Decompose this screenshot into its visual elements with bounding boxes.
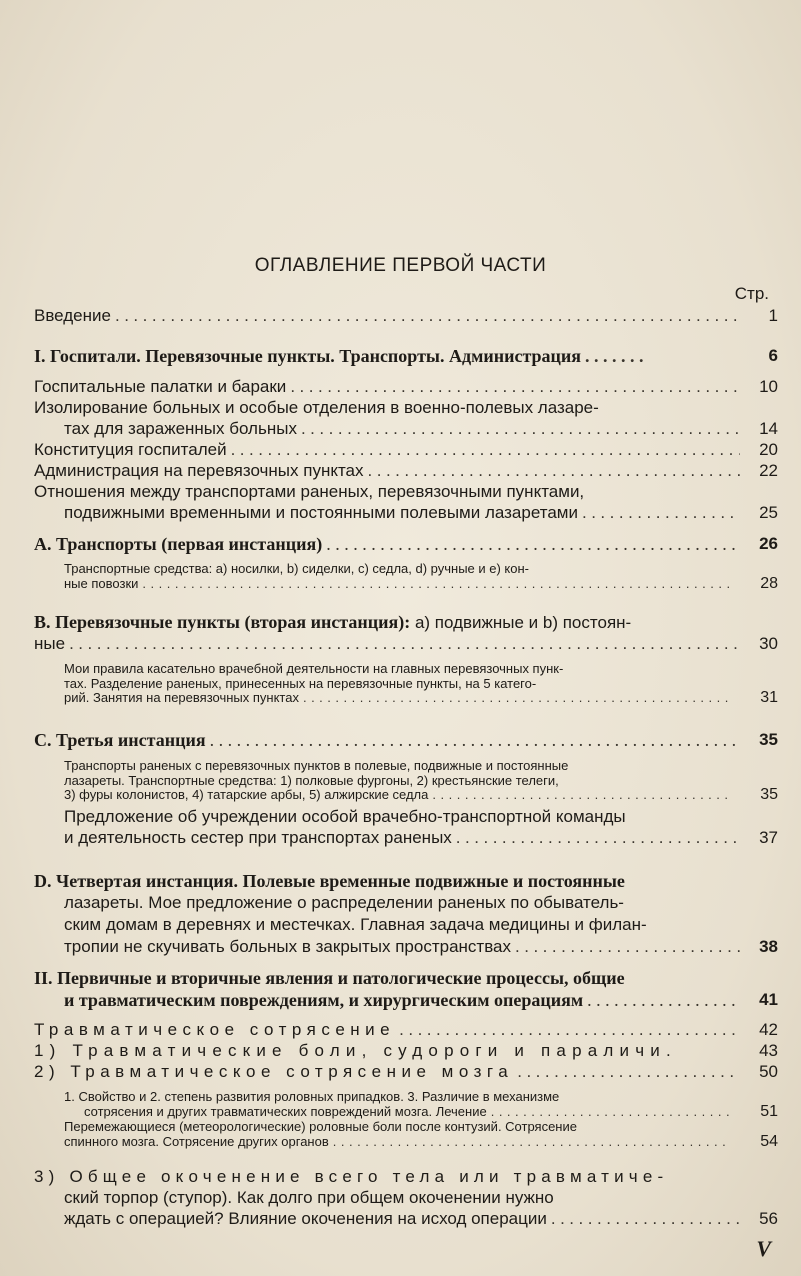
page-number: 38	[759, 937, 778, 956]
toc-entry-part2[interactable]: II. Первичные и вторичные явления и патологические процессы, общие и травматическим повреждениям, и хирургическим операциям ..... 41	[34, 967, 746, 1011]
toc-entry-administration[interactable]: Администрация на перевязочных пунктах ..... 22	[34, 460, 746, 481]
toc-entry-intro[interactable]: Введение ..... 1	[34, 305, 746, 326]
toc-entry-part1[interactable]: I. Госпитали. Перевязочные пункты. Транспорты. Администрация ..... 6	[34, 345, 746, 367]
page-number: 31	[760, 689, 778, 706]
page-number: 51	[760, 1102, 778, 1120]
toc-entry-seizures[interactable]: 1. Свойство и 2. степень развития роловных припадков. 3. Различие в механизме сотрясения и других травматических повреждений мозга. Лечение ..... 51	[64, 1090, 736, 1119]
toc-entry-stupor[interactable]: 3) Общее окоченение всего тела или травматиче- ский торпор (ступор). Как долго при общем окоченении нужно ждать с операцией? Влияние окоченения на исход операции ..... 56	[34, 1166, 746, 1229]
toc-entry-traumatic-shock[interactable]: Травматическое сотрясение ..... 42	[34, 1019, 746, 1040]
page-number: 54	[760, 1132, 778, 1150]
toc-entry-headaches[interactable]: Перемежающиеся (метеорологические) роловные боли после контузий. Сотрясение спинного мозга. Сотрясение других органов ..... 54	[64, 1120, 736, 1149]
page-number: 28	[760, 574, 778, 592]
page-number: 1	[768, 306, 778, 325]
toc-title: ОГЛАВЛЕНИЕ ПЕРВОЙ ЧАСТИ	[254, 255, 547, 276]
page-number: 50	[759, 1062, 778, 1081]
toc-entry-proposal[interactable]: Предложение об учреждении особой врачебно-транспортной команды и деятельность сестер при транспортах раненых ..... 37	[34, 806, 746, 848]
toc-entry-isolation[interactable]: Изолирование больных и особые отделения в военно-полевых лазаре- тах для зараженных больных ..... 14	[34, 397, 746, 439]
page-number: 22	[759, 461, 778, 480]
page-number: 26	[759, 534, 778, 553]
page-number: 25	[759, 503, 778, 522]
page-number: 41	[759, 990, 778, 1009]
roman-page-number: V	[756, 1236, 771, 1261]
page-number: 43	[759, 1041, 778, 1060]
page-number: 20	[759, 440, 778, 459]
toc-entry-wounded-transports[interactable]: Транспорты раненых с перевязочных пунктов в полевые, подвижные и постоянные лазареты. Транспортные средства: 1) полковые фургоны, 2) крестьянские телеги, 3) фуры колонистов, 4) татарские арбы, 5) алжирские седла ..... 35	[64, 759, 736, 803]
page-number: 35	[759, 730, 778, 749]
toc-entry-pains[interactable]: 1) Травматические боли, судороги и параличи. 43	[34, 1041, 778, 1060]
page-number: 10	[759, 377, 778, 396]
page-number: 42	[759, 1020, 778, 1039]
toc-entry-section-c[interactable]: С. Третья инстанция ..... 35	[34, 729, 746, 751]
toc-entry-section-a[interactable]: А. Транспорты (первая инстанция) ..... 26	[34, 533, 746, 555]
toc-entry-brain-concussion[interactable]: 2) Травматическое сотрясение мозга ..... 50	[34, 1061, 746, 1082]
toc-entry-transport-means[interactable]: Транспортные средства: а) носилки, b) сиделки, с) седла, d) ручные и е) кон- ные повозки ..... 28	[64, 562, 736, 591]
page-column-header: Стр.	[734, 284, 769, 303]
toc-entry-hospital-tents[interactable]: Госпитальные палатки и бараки ..... 10	[34, 376, 746, 397]
toc-entry-relations[interactable]: Отношения между транспортами раненых, перевязочными пунктами, подвижными временными и постоянными полевыми лазаретами ..... 25	[34, 481, 746, 523]
page-number: 35	[760, 786, 778, 803]
page-number: 14	[759, 419, 778, 438]
toc-entry-section-d[interactable]: D. Четвертая инстанция. Полевые временные подвижные и постоянные лазареты. Мое предложение о распределении раненых по обыватель- ским домам в деревнях и местечках. Главная задача медицины и филан- тропии не скучивать больных в закрытых пространствах ..... 38	[34, 870, 746, 958]
page-number: 56	[759, 1209, 778, 1228]
toc-entry-section-b[interactable]: В. Перевязочные пункты (вторая инстанция): а) подвижные и b) постоян- ные ..... 30	[34, 612, 746, 654]
page-number: 37	[759, 828, 778, 847]
toc-entry-constitution[interactable]: Конституция госпиталей ..... 20	[34, 439, 746, 460]
toc-entry-dressing-rules[interactable]: Мои правила касательно врачебной деятельности на главных перевязочных пунк- тах. Разделение раненых, принесенных на перевязочные пункты, на 5 катего- рий. Занятия на перевязочных пунктах ..... 31	[64, 662, 736, 706]
page-number: 6	[768, 346, 778, 365]
page-number: 30	[759, 634, 778, 653]
